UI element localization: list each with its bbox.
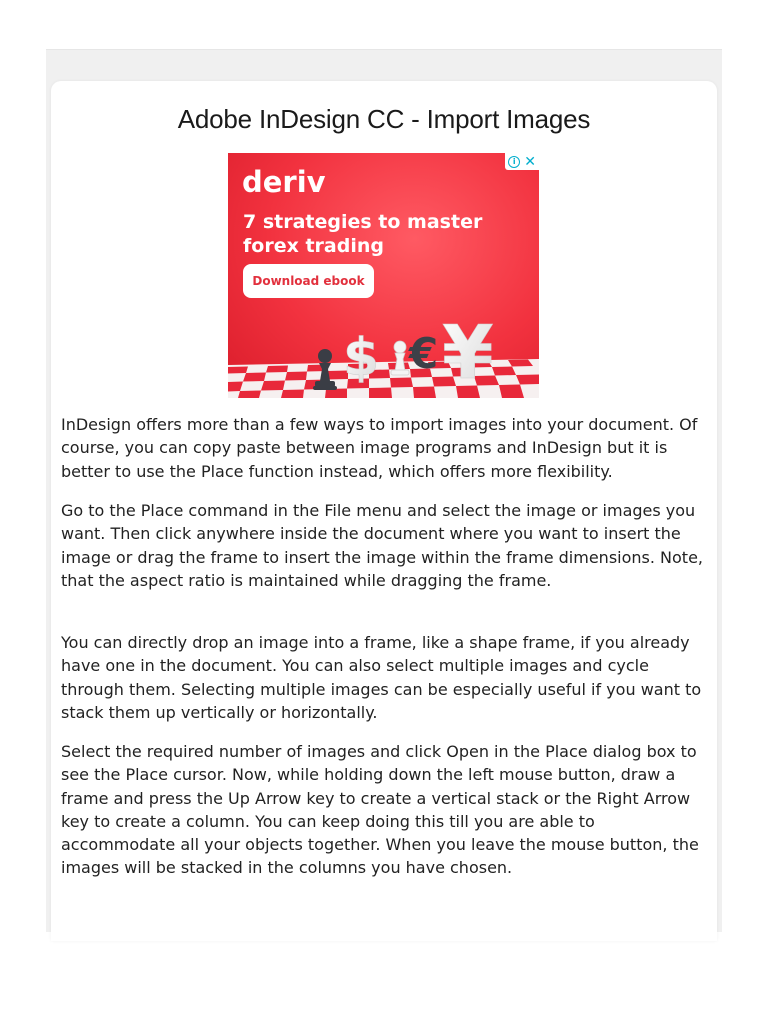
ad-brand-logo: deriv <box>242 165 326 199</box>
white-pawn <box>391 341 409 375</box>
ad-headline: 7 strategies to master forex trading <box>243 211 483 257</box>
euro-symbol: € <box>409 329 439 378</box>
info-icon[interactable]: i <box>508 156 520 168</box>
chess-currency-illustration <box>228 303 539 398</box>
paragraph-place-command: Go to the Place command in the File menu and select the image or images you want. Then click anywhere inside the document where you want to insert the image or drag the frame to insert the image within the frame dimensions. Note, that the aspect ratio is maintained while dragging the frame. <box>61 501 703 590</box>
advertisement-banner[interactable] <box>228 153 539 398</box>
close-icon[interactable]: ✕ <box>524 153 536 170</box>
paragraph-drop-image: You can directly drop an image into a frame, like a shape frame, if you already have one in the document. You can also select multiple images and cycle through them. Selecting multiple images can be especially useful if you want to stack them up vertically or horizontally. <box>61 633 702 722</box>
ad-choices-badge[interactable] <box>505 153 539 170</box>
dollar-symbol: $ <box>343 328 380 388</box>
paragraph-stack-images: Select the required number of images and click Open in the Place dialog box to see the Place cursor. Now, while holding down the left mouse button, draw a frame and press the Up Arrow key to create a vertical stack or the Right Arrow key to create a column. You can keep doing this till you are able to accommodate all your objects together. When you leave the mouse button, the images will be stacked in the columns you have chosen. <box>61 742 699 878</box>
page-title: Adobe InDesign CC - Import Images <box>177 104 591 134</box>
paragraph-intro: InDesign offers more than a few ways to import images into your document. Of course, you can copy paste between image programs and InDesign but it is better to use the Place function instead, which offers more flexibility. <box>61 415 698 481</box>
yen-symbol: ¥ <box>442 310 494 396</box>
download-ebook-button[interactable]: Download ebook <box>243 264 374 298</box>
